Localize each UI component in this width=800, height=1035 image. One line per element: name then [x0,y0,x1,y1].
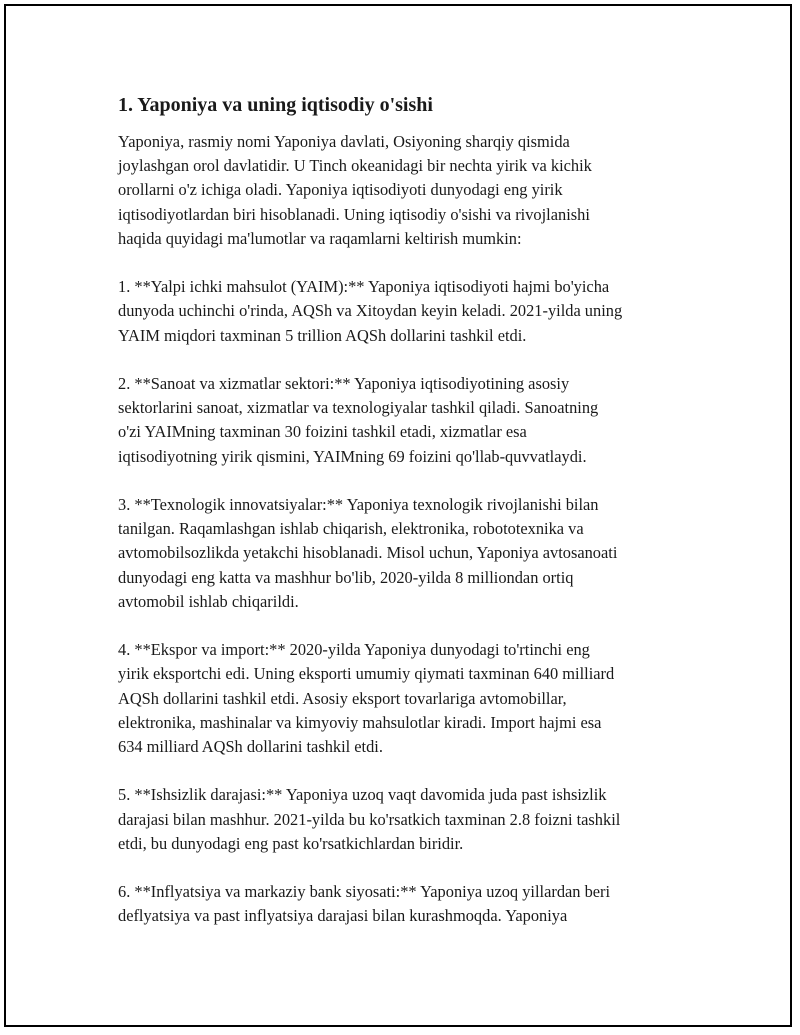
paragraph-technology: 3. **Texnologik innovatsiyalar:** Yaponiya texnologik rivojlanishi bilan tanilgan. Raqamlashgan ishlab chiqarish, elektronika, robototexnika va avtomobilsozlikda yetakchi hisoblanadi. Misol uchun, Yaponiya avtosanoati dunyodagi eng katta va mashhur bo'lib, 2020-yilda 8 milliondan ortiq avtomobil ishlab chiqarildi. [118,495,618,611]
paragraph-gdp: 1. **Yalpi ichki mahsulot (YAIM):** Yaponiya iqtisodiyoti hajmi bo'yicha dunyoda uchinchi o'rinda, AQSh va Xitoydan keyin keladi. 2021-yilda uning YAIM miqdori taxminan 5 trillion AQSh dollarini tashkil etdi. [118,277,623,345]
document-title: 1. Yaponiya va uning iqtisodiy o'sishi [118,94,433,116]
paragraph-unemployment: 5. **Ishsizlik darajasi:** Yaponiya uzoq vaqt davomida juda past ishsizlik darajasi bilan mashhur. 2021-yilda bu ko'rsatkich taxminan 2.8 foizni tashkil etdi, bu dunyodagi eng past ko'rsatkichlardan biridir. [118,785,621,853]
paragraph-inflation: 6. **Inflyatsiya va markaziy bank siyosati:** Yaponiya uzoq yillardan beri deflyatsiya va past inflyatsiya darajasi bilan kurashmoqda. Yaponiya [118,882,611,926]
document-body [118,92,698,929]
paragraph-industry-services: 2. **Sanoat va xizmatlar sektori:** Yaponiya iqtisodiyotining asosiy sektorlarini sanoat, xizmatlar va texnologiyalar tashkil qiladi. Sanoatning o'zi YAIMning taxminan 30 foizini tashkil etadi, xizmatlar esa iqtisodiyotning yirik qismini, YAIMning 69 foizini qo'llab-quvvatlaydi. [118,374,599,466]
paragraph-export-import: 4. **Ekspor va import:** 2020-yilda Yaponiya dunyodagi to'rtinchi eng yirik eksportchi edi. Uning eksporti umumiy qiymati taxminan 640 milliard AQSh dollarini tashkil etdi. Asosiy eksport tovarlariga avtomobillar, elektronika, mashinalar va kimyoviy mahsulotlar kiradi. Import hajmi esa 634 milliard AQSh dollarini tashkil etdi. [118,640,615,757]
intro-paragraph: Yaponiya, rasmiy nomi Yaponiya davlati, Osiyoning sharqiy qismida joylashgan orol davlatidir. U Tinch okeanidagi bir nechta yirik va kichik orollarni o'z ichiga oladi. Yaponiya iqtisodiyoti dunyodagi eng yirik iqtisodiyotlardan biri hisoblanadi. Uning iqtisodiy o'sishi va rivojlanishi haqida quyidagi ma'lumotlar va raqamlarni keltirish mumkin: [118,132,592,248]
